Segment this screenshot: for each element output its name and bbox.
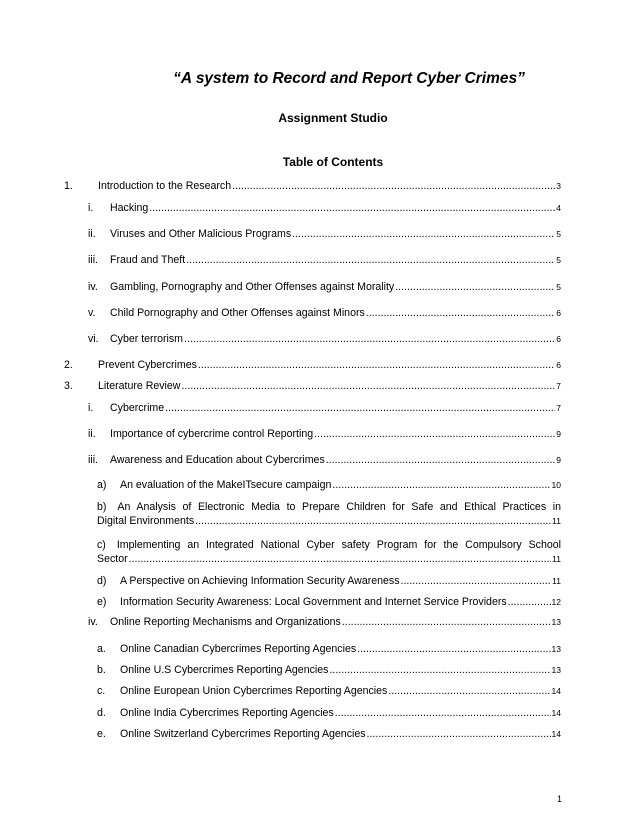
toc-page: 5 [556, 255, 561, 265]
toc-leader [195, 514, 551, 528]
toc-leader [395, 280, 555, 294]
toc-number: iv. [88, 616, 98, 628]
toc-number: iii. [88, 454, 99, 466]
toc-page: 13 [551, 665, 561, 675]
toc-number: iii. [88, 254, 99, 266]
toc-entry[interactable] [97, 706, 561, 720]
toc-number: v. [88, 307, 96, 319]
toc-page: 11 [552, 576, 561, 586]
toc-entry[interactable] [64, 358, 561, 372]
toc-leader [342, 615, 551, 629]
toc-text: Implementing an Integrated National Cyber safety Program for the Compulsory School [116, 539, 561, 551]
toc-leader [367, 727, 551, 741]
toc-entry[interactable] [88, 401, 561, 415]
toc-number: e. [97, 728, 106, 740]
toc-entry[interactable] [97, 500, 561, 528]
toc-entry[interactable] [97, 478, 561, 492]
toc-number: i. [88, 202, 94, 214]
toc-leader [508, 595, 551, 609]
toc-number: iv. [88, 281, 98, 293]
toc-text: Online Canadian Cybercrimes Reporting Agencies [120, 643, 357, 655]
toc-leader [184, 332, 555, 346]
toc-text: Introduction to the Research [98, 180, 232, 192]
toc-number: i. [88, 402, 94, 414]
toc-entry[interactable] [97, 538, 561, 566]
toc-number: 3. [64, 380, 73, 392]
toc-text: An Analysis of Electronic Media to Prepare Children for Safe and Ethical Practices in [117, 501, 561, 513]
toc-number: a) [97, 479, 107, 491]
toc-page: 13 [551, 617, 561, 627]
toc-number: c. [97, 685, 106, 697]
toc-text-continued: Digital Environments [97, 515, 195, 527]
toc-heading: Table of Contents [282, 155, 384, 169]
page-number: 1 [556, 794, 562, 804]
toc-text: Awareness and Education about Cybercrimes [110, 454, 325, 466]
toc-number: ii. [88, 428, 96, 440]
toc-leader [149, 201, 555, 215]
toc-page: 3 [556, 181, 561, 191]
toc-leader [357, 642, 550, 656]
toc-entry[interactable] [97, 595, 561, 609]
toc-leader [181, 379, 555, 393]
document-title: “A system to Record and Report Cyber Crimes” [173, 70, 525, 87]
toc-page: 13 [551, 644, 561, 654]
document-author: Assignment Studio [278, 111, 388, 125]
toc-number: d) [97, 575, 107, 587]
toc-text: Viruses and Other Malicious Programs [110, 228, 292, 240]
toc-page: 14 [551, 708, 561, 718]
toc-text: Fraud and Theft [110, 254, 186, 266]
toc-text: A Perspective on Achieving Information Security Awareness [120, 575, 400, 587]
toc-page: 6 [556, 308, 561, 318]
toc-entry[interactable] [64, 179, 561, 193]
toc-page: 7 [556, 403, 561, 413]
toc-page: 5 [556, 282, 561, 292]
toc-page: 10 [551, 480, 561, 490]
toc-leader [332, 478, 550, 492]
toc-number: b. [97, 664, 106, 676]
toc-text: Child Pornography and Other Offenses against Minors [110, 307, 365, 319]
toc-leader [186, 253, 555, 267]
toc-entry[interactable] [88, 615, 561, 629]
toc-entry[interactable] [88, 427, 561, 441]
toc-leader [165, 401, 555, 415]
toc-text-continued: Sector [97, 553, 128, 565]
toc-text: Online U.S Cybercrimes Reporting Agencies [120, 664, 329, 676]
toc-text: Online Switzerland Cybercrimes Reporting Agencies [120, 728, 366, 740]
toc-text: Online India Cybercrimes Reporting Agencies [120, 707, 334, 719]
toc-text: Information Security Awareness: Local Government and Internet Service Providers [120, 596, 507, 608]
toc-number: 1. [64, 180, 73, 192]
toc-leader [198, 358, 555, 372]
toc-number: vi. [88, 333, 99, 345]
toc-leader [232, 179, 555, 193]
toc-page: 12 [551, 597, 561, 607]
toc-text: Online Reporting Mechanisms and Organizations [110, 616, 341, 628]
toc-number: c) [97, 539, 106, 551]
toc-text: Cyber terrorism [110, 333, 183, 345]
toc-entry[interactable] [97, 574, 561, 588]
toc-text: An evaluation of the MakeITsecure campaign [120, 479, 332, 491]
toc-leader [335, 706, 551, 720]
toc-text: Importance of cybercrime control Reporting [110, 428, 314, 440]
toc-entry[interactable] [88, 201, 561, 215]
toc-page: 14 [551, 729, 561, 739]
toc-text: Cybercrime [110, 402, 165, 414]
toc-text: Online European Union Cybercrimes Reporting Agencies [120, 685, 388, 697]
toc-leader [388, 684, 550, 698]
toc-number: b) [97, 501, 107, 513]
toc-entry[interactable] [97, 663, 561, 677]
toc-leader [329, 663, 550, 677]
toc-leader [292, 227, 555, 241]
toc-text: Gambling, Pornography and Other Offenses against Morality [110, 281, 395, 293]
toc-page: 5 [556, 229, 561, 239]
toc-entry[interactable] [88, 332, 561, 346]
toc-entry[interactable] [88, 227, 561, 241]
toc-page: 6 [556, 334, 561, 344]
toc-page: 7 [556, 381, 561, 391]
toc-number: d. [97, 707, 106, 719]
toc-leader [314, 427, 555, 441]
toc-leader [366, 306, 555, 320]
toc-page: 6 [556, 360, 561, 370]
toc-page: 11 [552, 554, 561, 564]
toc-entry[interactable] [88, 253, 561, 267]
toc-number: e) [97, 596, 107, 608]
toc-number: a. [97, 643, 106, 655]
toc-text: Literature Review [98, 380, 181, 392]
toc-leader [326, 453, 556, 467]
toc-leader [401, 574, 552, 588]
toc-entry[interactable] [64, 379, 561, 393]
toc-entry[interactable] [88, 453, 561, 467]
toc-text: Prevent Cybercrimes [98, 359, 197, 371]
toc-entry[interactable] [97, 642, 561, 656]
toc-entry[interactable] [88, 306, 561, 320]
toc-page: 4 [556, 203, 561, 213]
toc-entry[interactable] [97, 727, 561, 741]
toc-page: 9 [556, 429, 561, 439]
toc-number: ii. [88, 228, 96, 240]
toc-entry[interactable] [97, 684, 561, 698]
toc-number: 2. [64, 359, 73, 371]
toc-page: 14 [551, 686, 561, 696]
toc-page: 9 [556, 455, 561, 465]
toc-entry[interactable] [88, 280, 561, 294]
toc-text: Hacking [110, 202, 149, 214]
toc-page: 11 [552, 516, 561, 526]
toc-leader [129, 552, 552, 566]
